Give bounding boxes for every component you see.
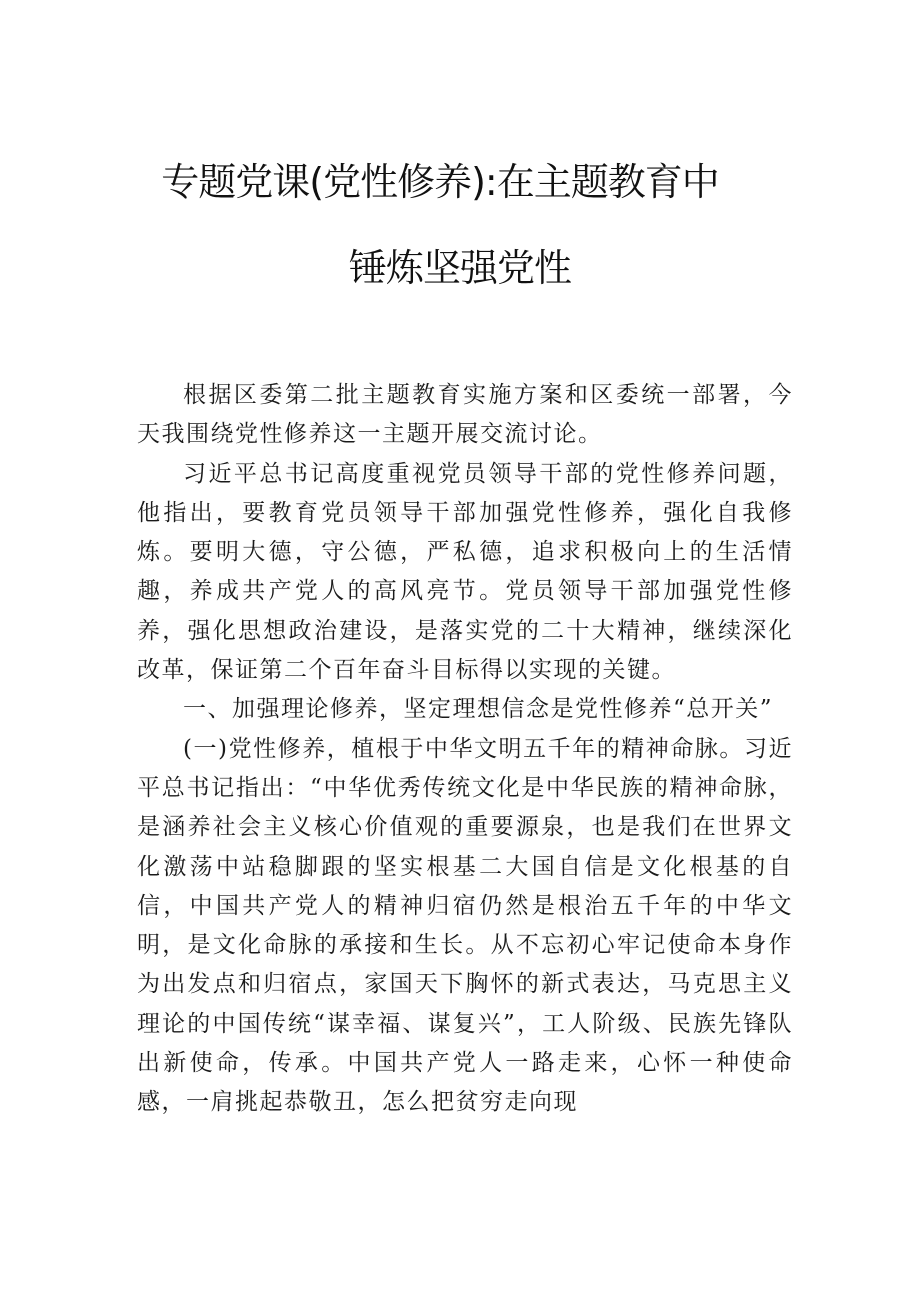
document-title-line-1: 专题党课(党性修养):在主题教育中 [161, 160, 719, 204]
document-title-line-2: 锤炼坚强党性 [348, 246, 571, 290]
document-body [137, 376, 793, 1123]
paragraph-background: 习近平总书记高度重视党员领导干部的党性修养问题，他指出，要教育党员领导干部加强党性修养，强化自我修炼。要明大德，守公德，严私德，追求积极向上的生活情趣，养成共产党人的高风亮节。党员领导干部加强党性修养，强化思想政治建设，是落实党的二十大精神，继续深化改革，保证第二个百年奋斗目标得以实现的关键。 [137, 460, 793, 684]
paragraph-section-1-1: (一)党性修养，植根于中华文明五千年的精神命脉。习近平总书记指出：“中华优秀传统文化是中华民族的精神命脉，是涵养社会主义核心价值观的重要源泉，也是我们在世界文化激荡中站稳脚跟的坚实根基二大国自信是文化根基的自信，中国共产党人的精神归宿仍然是根治五千年的中华文明，是文化命脉的承接和生长。从不忘初心牢记使命本身作为出发点和归宿点，家国天下胸怀的新式表达，马克思主义理论的中国传统“谋幸福、谋复兴”，工人阶级、民族先锋队出新使命，传承。中国共产党人一路走来，心怀一种使命感，一肩挑起恭敬丑，怎么把贫穷走向现 [137, 735, 793, 1116]
section-heading-1: 一、加强理论修养，坚定理想信念是党性修养“总开关” [183, 696, 774, 723]
paragraph-intro: 根据区委第二批主题教育实施方案和区委统一部署，今天我围绕党性修养这一主题开展交流讨论。 [137, 382, 793, 448]
